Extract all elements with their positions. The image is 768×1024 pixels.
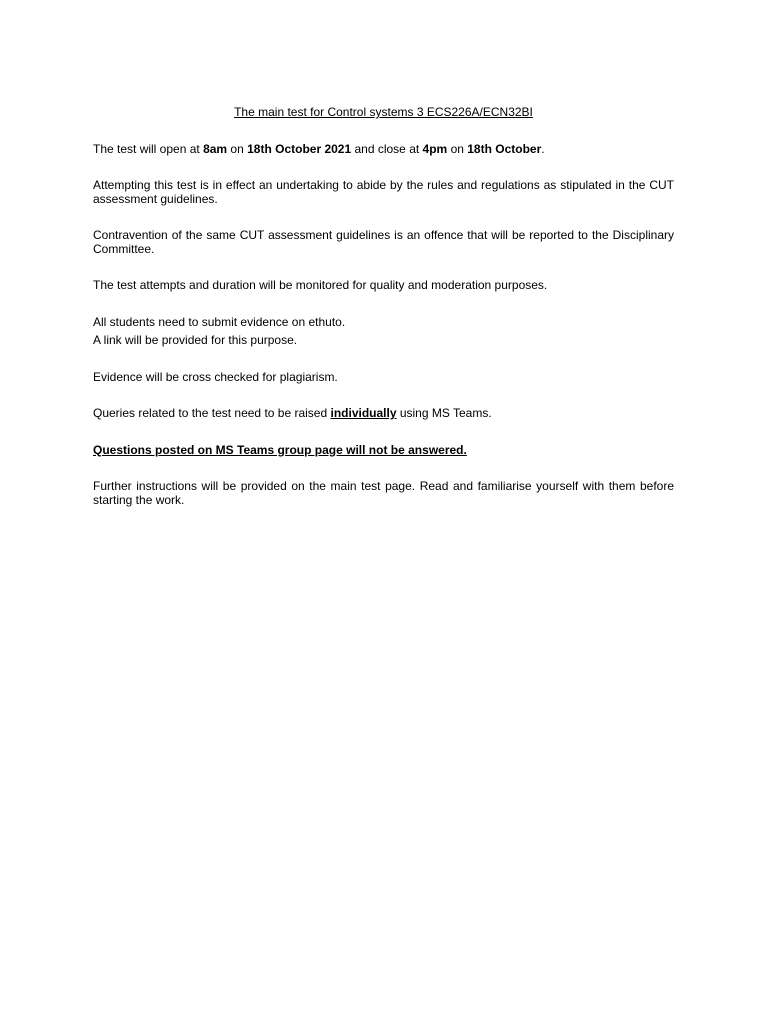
queries-paragraph bbox=[93, 407, 674, 421]
further-instructions-paragraph: Further instructions will be provided on the main test page. Read and familiarise yourself with them before starting the work. bbox=[93, 479, 674, 507]
schedule-text-3: and close at bbox=[351, 141, 423, 156]
document-body bbox=[93, 106, 674, 530]
monitoring-paragraph: The test attempts and duration will be monitored for quality and moderation purposes. bbox=[93, 278, 548, 292]
schedule-text-2: on bbox=[227, 141, 248, 156]
contravention-paragraph: Contravention of the same CUT assessment guidelines is an offence that will be reported to the Disciplinary Committee. bbox=[93, 228, 674, 256]
document-title: The main test for Control systems 3 ECS226A/ECN32BI bbox=[234, 105, 533, 119]
evidence-submit-paragraph: All students need to submit evidence on ethuto. bbox=[93, 314, 346, 329]
plagiarism-paragraph: Evidence will be cross checked for plagiarism. bbox=[93, 369, 338, 384]
schedule-text-4: on bbox=[447, 141, 468, 156]
schedule-paragraph bbox=[93, 143, 674, 157]
queries-emphasis: individually bbox=[330, 406, 397, 420]
close-date: 18th October bbox=[467, 141, 542, 156]
open-time: 8am bbox=[203, 141, 228, 156]
undertaking-paragraph: Attempting this test is in effect an undertaking to abide by the rules and regulations as stipulated in the CUT assessment guidelines. bbox=[93, 178, 674, 206]
schedule-text-1: The test will open at bbox=[93, 141, 204, 156]
close-time: 4pm bbox=[422, 141, 448, 156]
warning-paragraph: Questions posted on MS Teams group page will not be answered. bbox=[93, 442, 467, 457]
schedule-text-5: . bbox=[541, 141, 545, 156]
open-date: 18th October 2021 bbox=[247, 141, 352, 156]
evidence-link-paragraph: A link will be provided for this purpose. bbox=[93, 333, 298, 347]
queries-text-2: using MS Teams. bbox=[396, 406, 492, 420]
queries-text-1: Queries related to the test need to be raised bbox=[93, 406, 331, 420]
